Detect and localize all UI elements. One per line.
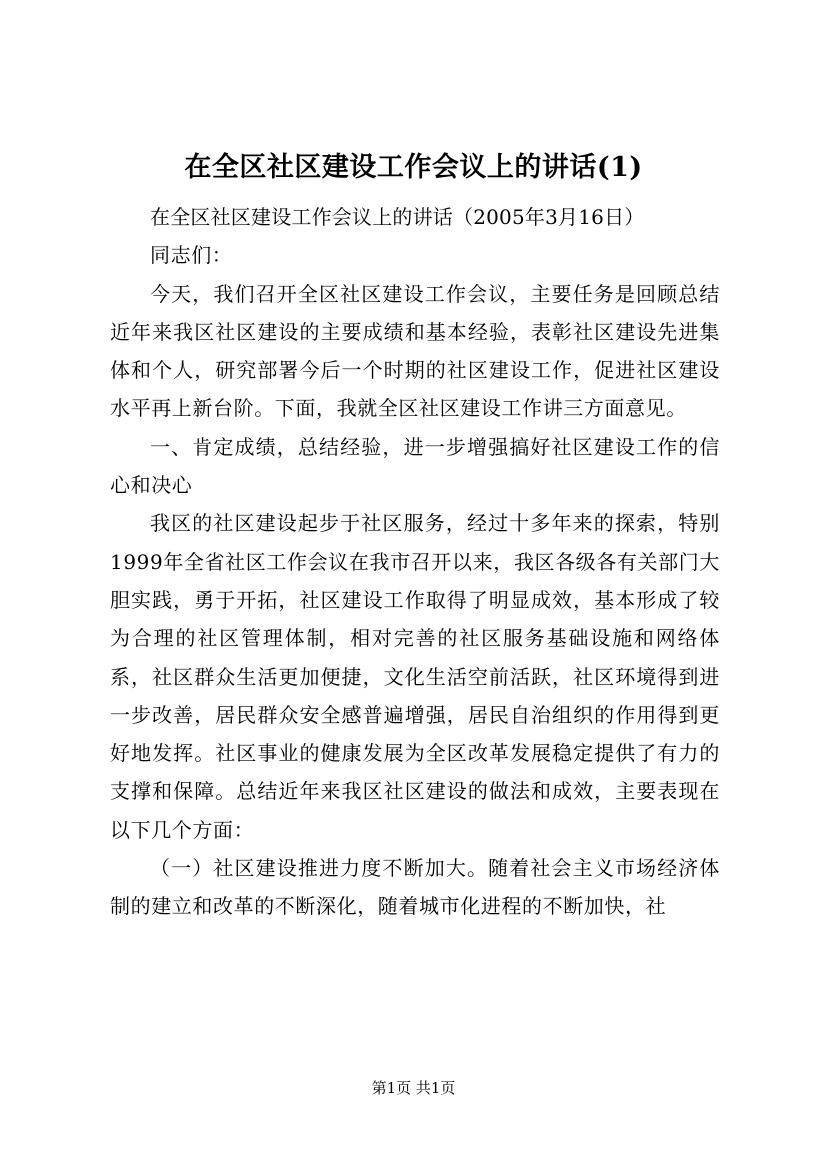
subtitle-paragraph: 在全区社区建设工作会议上的讲话（2005年3月16日）: [150, 205, 645, 229]
intro-paragraph: 今天，我们召开全区社区建设工作会议，主要任务是回顾总结近年来我区社区建设的主要成绩和基本经验，表彰社区建设先进集体和个人，研究部署今后一个时期的社区建设工作，促进社区建设水平再上新台阶。下面，我就全区社区建设工作讲三方面意见。: [110, 281, 720, 421]
body-paragraph: （一）社区建设推进力度不断加大。随着社会主义市场经济体制的建立和改革的不断深化，随着城市化进程的不断加快，社: [110, 856, 720, 919]
document-body: [110, 198, 720, 926]
section-heading: 一、肯定成绩，总结经验，进一步增强搞好社区建设工作的信心和决心: [110, 434, 720, 498]
page-footer: 第1页 共1页: [371, 1079, 456, 1097]
body-paragraph: 我区的社区建设起步于社区服务，经过十多年来的探索，特别1999年全省社区工作会议在我市召开以来，我区各级各有关部门大胆实践，勇于开拓，社区建设工作取得了明显成效，基本形成了较为合理的社区管理体制，相对完善的社区服务基础设施和网络体系，社区群众生活更加便捷，文化生活空前活跃，社区环境得到进一步改善，居民群众安全感普遍增强，居民自治组织的作用得到更好地发挥。社区事业的健康发展为全区改革发展稳定提供了有力的支撑和保障。总结近年来我区社区建设的做法和成效，主要表现在以下几个方面：: [110, 511, 720, 842]
document-title: 在全区社区建设工作会议上的讲话(1): [184, 152, 643, 183]
salutation-paragraph: 同志们：: [150, 243, 233, 268]
